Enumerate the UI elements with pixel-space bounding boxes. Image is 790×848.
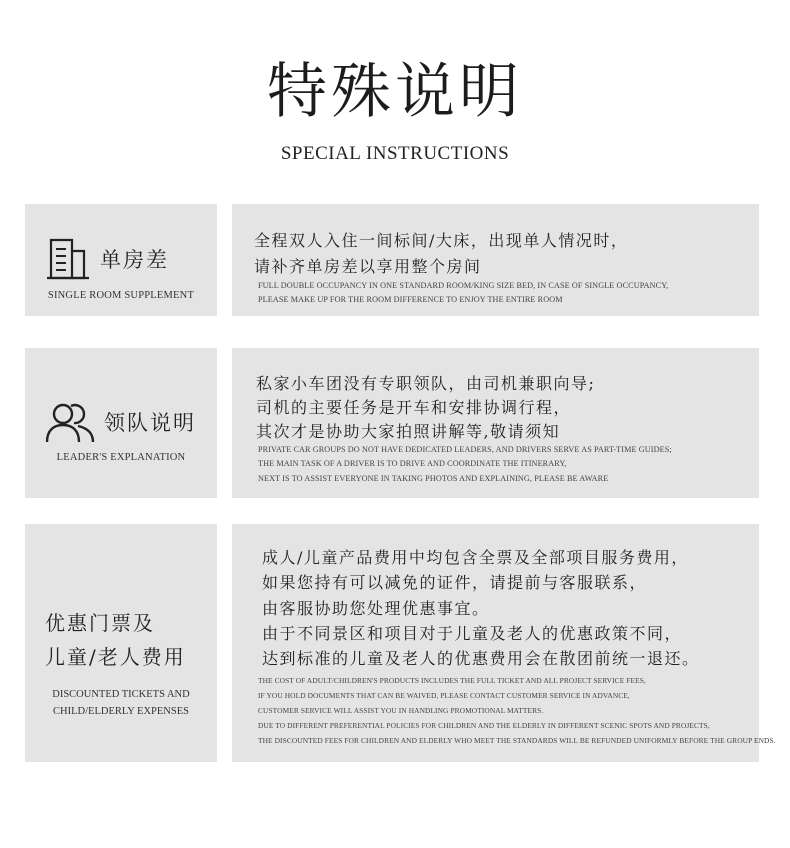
section-label-cn: 单房差 — [100, 248, 169, 272]
content-cn-line: 全程双人入住一间标间/大床，出现单人情况时， — [254, 231, 629, 250]
section-leader-label-box — [25, 348, 217, 498]
section-single-room-content-box — [232, 204, 759, 316]
content-en-line: CUSTOMER SERVICE WILL ASSIST YOU IN HANDLING PROMOTIONAL MATTERS. — [258, 706, 544, 715]
section-label-cn: 领队说明 — [104, 411, 196, 435]
page-title: 特殊说明 — [267, 57, 523, 127]
content-cn-line: 私家小车团没有专职领队，由司机兼职向导; — [256, 374, 596, 393]
section-single-room-label-box — [25, 204, 217, 316]
section-label-en: DISCOUNTED TICKETS AND — [52, 689, 190, 700]
section-label-cn: 优惠门票及 — [45, 611, 155, 635]
content-en-line: THE DISCOUNTED FEES FOR CHILDREN AND ELDERLY WHO MEET THE STANDARDS WILL BE REFUNDED UNIFORMLY BEFORE THE GROUP ENDS. — [258, 736, 776, 745]
content-cn-line: 成人/儿童产品费用中均包含全票及全部项目服务费用， — [262, 548, 689, 567]
content-en-line: PLEASE MAKE UP FOR THE ROOM DIFFERENCE TO ENJOY THE ENTIRE ROOM — [258, 295, 563, 304]
content-cn-line: 由客服协助您处理优惠事宜。 — [262, 599, 490, 618]
content-cn-line: 司机的主要任务是开车和安排协调行程， — [256, 398, 572, 417]
section-discount-label-box — [25, 524, 217, 762]
section-leader-content-box — [232, 348, 759, 498]
content-cn-line: 其次才是协助大家拍照讲解等,敬请须知 — [256, 422, 561, 441]
content-cn-line: 如果您持有可以减免的证件，请提前与客服联系， — [262, 573, 648, 592]
users-icon — [44, 400, 96, 444]
content-cn-line: 由于不同景区和项目对于儿童及老人的优惠政策不同， — [262, 624, 683, 643]
content-en-line: DUE TO DIFFERENT PREFERENTIAL POLICIES FOR CHILDREN AND THE ELDERLY IN DIFFERENT SCENIC SPOTS AND PROJECTS, — [258, 721, 710, 730]
content-en-line: IF YOU HOLD DOCUMENTS THAT CAN BE WAIVED, PLEASE CONTACT CUSTOMER SERVICE IN ADVANCE, — [258, 691, 630, 700]
section-label-en: CHILD/ELDERLY EXPENSES — [53, 706, 189, 717]
section-label-cn: 儿童/老人费用 — [45, 645, 186, 669]
content-en-line: THE COST OF ADULT/CHILDREN'S PRODUCTS INCLUDES THE FULL TICKET AND ALL PROJECT SERVICE FEES, — [258, 676, 646, 685]
content-cn-line: 请补齐单房差以享用整个房间 — [254, 257, 482, 276]
content-cn-line: 达到标准的儿童及老人的优惠费用会在散团前统一退还。 — [262, 649, 700, 668]
content-en-line: THE MAIN TASK OF A DRIVER IS TO DRIVE AND COORDINATE THE ITINERARY, — [258, 459, 567, 468]
section-discount-content-box — [232, 524, 776, 762]
content-en-line: PRIVATE CAR GROUPS DO NOT HAVE DEDICATED LEADERS, AND DRIVERS SERVE AS PART-TIME GUIDES; — [258, 445, 672, 454]
section-label-en: SINGLE ROOM SUPPLEMENT — [47, 290, 195, 301]
content-en-line: FULL DOUBLE OCCUPANCY IN ONE STANDARD ROOM/KING SIZE BED, IN CASE OF SINGLE OCCUPANCY, — [258, 281, 669, 290]
page-subtitle: SPECIAL INSTRUCTIONS — [280, 143, 510, 164]
document-icon — [45, 237, 91, 281]
content-en-line: NEXT IS TO ASSIST EVERYONE IN TAKING PHOTOS AND EXPLAINING, PLEASE BE AWARE — [258, 474, 609, 483]
section-label-en: LEADER'S EXPLANATION — [56, 452, 186, 463]
